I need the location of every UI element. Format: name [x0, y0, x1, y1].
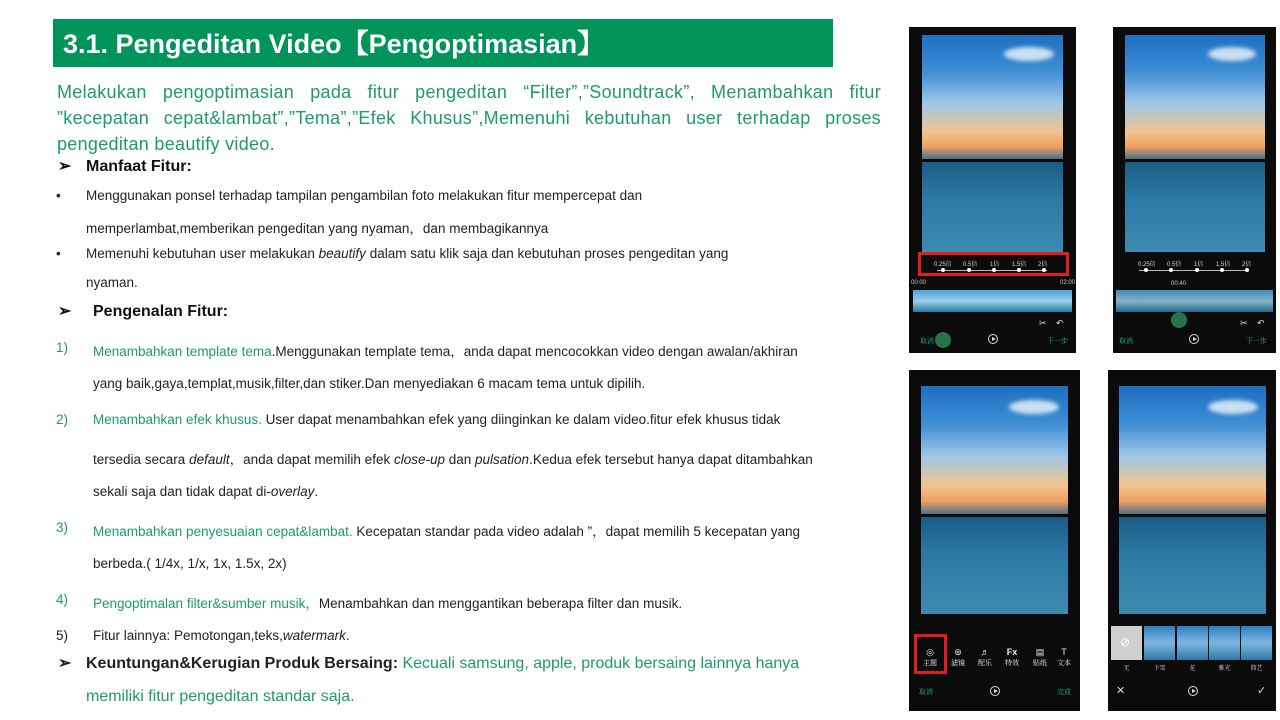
filter-thumb[interactable]: [1209, 626, 1240, 660]
arrow-bullet-icon: ➢: [58, 303, 72, 320]
pengenalan-heading-text: Pengenalan Fitur:: [93, 303, 229, 320]
filter-thumb[interactable]: [1144, 626, 1175, 660]
theme-highlight-box: [914, 634, 947, 674]
bullet-dot-icon: •: [56, 246, 61, 261]
keuntungan-heading: Keuntungan&Kerugian Produk Bersaing:: [86, 655, 399, 672]
theme-icon: ◎: [926, 647, 934, 657]
touch-indicator: [1171, 312, 1187, 328]
phone-theme-screen: [909, 370, 1080, 711]
feature-num: 3): [56, 520, 69, 535]
music-icon: ♬: [980, 647, 990, 657]
arrow-bullet-icon: ➢: [58, 158, 72, 175]
manfaat-item-2-line2: nyaman.: [86, 275, 138, 290]
video-preview-bottom: [921, 517, 1068, 614]
manfaat-item-1-line1: Menggunakan ponsel terhadap tampilan pengambilan foto melakukan fitur mempercepat dan: [86, 188, 643, 203]
filter-icon: ⊛: [954, 647, 962, 657]
time-start: 00:00: [911, 280, 927, 286]
sticker-icon: ▤: [1035, 647, 1045, 657]
arrow-bullet-icon: ➢: [58, 655, 72, 672]
undo-icon[interactable]: ↶: [1257, 318, 1265, 328]
feature-text: Kecepatan standar pada video adalah ”，dapat memilih 5 kecepatan yang: [352, 524, 800, 539]
done-button[interactable]: 完成: [1057, 689, 1071, 696]
video-timeline[interactable]: [913, 290, 1072, 312]
speed-option[interactable]: 1倍: [990, 262, 1000, 268]
keuntungan-line2: memiliki fitur pengeditan standar saja.: [86, 688, 355, 705]
next-button[interactable]: 下一步: [1246, 338, 1267, 345]
feature-num: 5): [56, 628, 69, 643]
tool-music[interactable]: ♬ 配乐: [975, 647, 995, 668]
cancel-button[interactable]: 取消: [919, 689, 933, 696]
speed-option[interactable]: 0.5倍: [963, 262, 978, 268]
effects-icon: Fx: [1006, 647, 1018, 657]
video-timeline[interactable]: [1116, 290, 1273, 312]
next-button[interactable]: 下一步: [1047, 338, 1068, 345]
touch-indicator: [935, 332, 951, 348]
cancel-button[interactable]: 取消: [1119, 338, 1133, 345]
play-icon[interactable]: [1188, 686, 1198, 696]
speed-option[interactable]: 1.5倍: [1012, 262, 1027, 268]
video-preview-bottom: [1119, 517, 1266, 614]
feature-item-2-cont1: tersedia secara default，anda dapat memilih efek close-up dan pulsation.Kedua efek tersebut hanya dapat ditambahkan: [93, 452, 813, 467]
feature-num: 1): [56, 340, 69, 355]
speed-option[interactable]: 0.25倍: [1138, 262, 1156, 268]
play-icon[interactable]: [990, 686, 1000, 696]
undo-icon[interactable]: ↶: [1056, 318, 1064, 328]
keuntungan-text: Kecuali samsung, apple, produk bersaing lainnya hanya: [398, 655, 800, 672]
manfaat-item-1-line2: memperlambat,memberikan pengeditan yang nyaman，dan membagikannya: [86, 221, 549, 236]
feature-text: Menambahkan dan menggantikan beberapa filter dan musik.: [318, 596, 683, 611]
tool-theme[interactable]: ◎ 主题: [920, 647, 940, 668]
time-current: 00:40: [1171, 281, 1187, 287]
check-icon[interactable]: ✓: [1257, 685, 1267, 697]
manfaat-heading-text: Manfaat Fitur:: [86, 158, 192, 175]
intro-paragraph: Melakukan pengoptimasian pada fitur pengeditan “Filter”,”Soundtrack”, Menambahkan fitur ”kecepatan cepat&lambat”,”Tema”,”Efek Khusus”,Memenuhi kebutuhan user terhadap proses pengeditan beautify video.: [57, 82, 881, 154]
filter-none-thumb[interactable]: [1111, 626, 1142, 660]
phone-speed-screen-1: [909, 27, 1076, 353]
filter-label: 花: [1189, 666, 1196, 672]
feature-title: Menambahkan penyesuaian cepat&lambat.: [93, 524, 353, 539]
tool-effects[interactable]: Fx 特效: [1002, 647, 1022, 668]
filter-label: 无: [1123, 666, 1130, 672]
feature-item-3-cont: berbeda.( 1/4x, 1/x, 1x, 1.5x, 2x): [93, 556, 287, 571]
manfaat-heading: [58, 156, 192, 176]
pengenalan-heading: [58, 301, 228, 321]
time-end: 02:00: [1060, 280, 1076, 286]
bullet-dot-icon: •: [56, 188, 61, 203]
video-preview-bottom: [1125, 162, 1265, 252]
tool-sticker[interactable]: ▤ 贴纸: [1030, 647, 1050, 668]
phone-speed-screen-2: [1113, 27, 1276, 353]
feature-num: 2): [56, 412, 69, 427]
scissors-icon[interactable]: ✂: [1240, 318, 1248, 328]
filter-thumb[interactable]: [1241, 626, 1272, 660]
feature-title: Menambahkan template tema: [93, 344, 272, 359]
no-filter-icon: ⊘: [1120, 635, 1131, 649]
feature-item-2-cont2: sekali saja dan tidak dapat di-overlay.: [93, 484, 319, 499]
filter-thumb[interactable]: [1177, 626, 1208, 660]
filter-label: 雅光: [1218, 666, 1231, 672]
video-preview-bottom: [922, 162, 1063, 252]
speed-option[interactable]: 2倍: [1242, 262, 1252, 268]
manfaat-item-2-line1: Memenuhi kebutuhan user melakukan beautify dalam satu klik saja dan kebutuhan proses pengeditan yang: [86, 246, 729, 261]
play-icon[interactable]: [1189, 334, 1199, 344]
keuntungan-line1: [58, 653, 799, 673]
feature-text: .Menggunakan template tema，anda dapat mencocokkan video dengan awalan/akhiran: [271, 344, 798, 359]
text-icon: T: [1061, 647, 1067, 657]
scissors-icon[interactable]: ✂: [1039, 318, 1047, 328]
filter-label: 下雪: [1153, 666, 1166, 672]
speed-option[interactable]: 2倍: [1038, 262, 1048, 268]
filter-label: 简艺: [1250, 666, 1263, 672]
feature-num: 4): [56, 592, 69, 607]
speed-option[interactable]: 1.5倍: [1216, 262, 1231, 268]
tool-filter[interactable]: ⊛ 滤镜: [948, 647, 968, 668]
phone-filter-screen: [1108, 370, 1276, 711]
feature-title: Menambahkan efek khusus.: [93, 412, 262, 427]
feature-item-1-cont: yang baik,gaya,templat,musik,filter,dan stiker.Dan menyediakan 6 macam tema untuk dipilih.: [93, 376, 646, 391]
feature-text: User dapat menambahkan efek yang diinginkan ke dalam video.fitur efek khusus tidak: [261, 412, 781, 427]
speed-highlight-box: [918, 252, 1069, 276]
play-icon[interactable]: [988, 334, 998, 344]
feature-title: Pengoptimalan filter&sumber musik，: [93, 596, 319, 611]
slide-title: 3.1. Pengeditan Video【Pengoptimasian】: [53, 19, 833, 67]
speed-option[interactable]: 1倍: [1194, 262, 1204, 268]
speed-option[interactable]: 0.5倍: [1167, 262, 1182, 268]
cancel-button[interactable]: 取消: [920, 338, 934, 345]
speed-option[interactable]: 0.25倍: [934, 262, 952, 268]
tool-text[interactable]: T 文本: [1054, 647, 1074, 668]
close-icon[interactable]: ✕: [1116, 685, 1126, 697]
